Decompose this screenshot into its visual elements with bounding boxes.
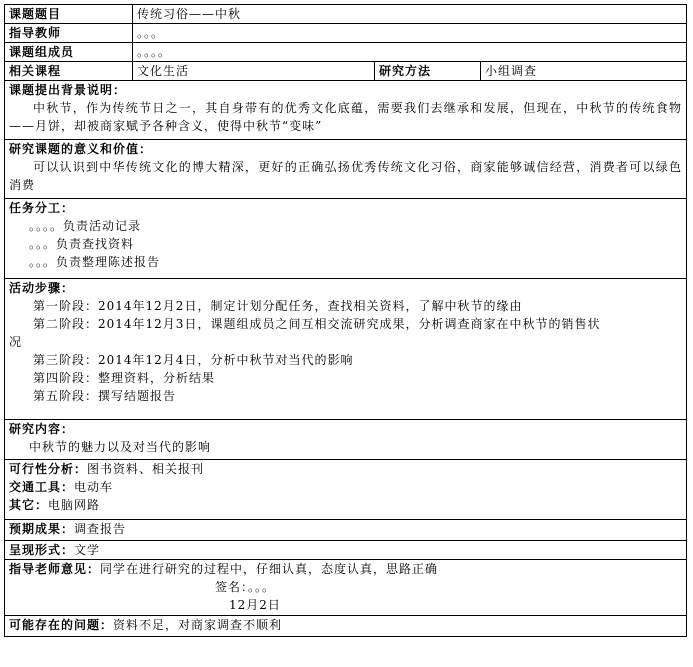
background-label: 课题提出背景说明： (9, 83, 127, 97)
expected-label: 预期成果： (9, 522, 75, 536)
method-value: 小组调查 (481, 62, 687, 81)
background-cell (5, 81, 687, 140)
step-item: 第五阶段：撰写结题报告 (33, 389, 177, 403)
task-item: 。。。负责整理陈述报告 (29, 255, 161, 269)
step-item: 第四阶段：整理资料，分析结果 (33, 371, 216, 385)
transport-line (9, 478, 682, 496)
problems-label: 可能存在的问题： (9, 618, 114, 632)
step-item: 第一阶段：2014年12月2日，制定计划分配任务，查找相关资料，了解中秋节的缘由 (33, 299, 523, 313)
transport-value: 电动车 (74, 480, 114, 494)
course-value: 文化生活 (133, 62, 375, 81)
step-item: 第三阶段：2014年12月4日，分析中秋节对当代的影响 (33, 353, 354, 367)
step-item: 第二阶段：2014年12月3日，课题组成员之间互相交流研究成果，分析调查商家在中秋节的销售状 (33, 317, 601, 331)
form-value: 文学 (74, 543, 101, 557)
proposal-document (4, 4, 686, 637)
advisor-signature: 签名：。。。 (215, 580, 276, 594)
background-text: 中秋节，作为传统节日之一，其自身带有的优秀文化底蕴，需要我们去继承和发展，但现在，中秋节的传统食物——月饼，却被商家赋予各种含义，使得中秋节“变味” (9, 101, 682, 133)
row-problems (5, 616, 687, 637)
feasibility-value: 图书资料、相关报刊 (87, 462, 205, 476)
row-members (5, 43, 687, 62)
other-value: 电脑网路 (48, 498, 101, 512)
row-advisor-opinion (5, 560, 687, 616)
advisor-opinion-value: 同学在进行研究的过程中，仔细认真，态度认真，思路正确 (100, 562, 439, 576)
expected-cell (5, 520, 687, 541)
content-text: 中秋节的魅力以及对当代的影响 (29, 440, 212, 454)
row-tasks (5, 199, 687, 279)
advisor-opinion-line (9, 560, 682, 578)
significance-cell (5, 140, 687, 199)
form-cell (5, 541, 687, 560)
significance-label: 研究课题的意义和价值： (9, 142, 153, 156)
topic-value: 传统习俗——中秋 (133, 5, 687, 24)
expected-value: 调查报告 (74, 522, 127, 536)
advisor-opinion-label: 指导老师意见： (9, 562, 101, 576)
row-significance (5, 140, 687, 199)
form-label: 呈现形式： (9, 543, 75, 557)
row-form (5, 541, 687, 560)
task-item: 。。。负责查找资料 (29, 237, 135, 251)
row-topic (5, 5, 687, 24)
feasibility-cell (5, 460, 687, 520)
members-label: 课题组成员 (5, 43, 133, 62)
problems-value: 资料不足，对商家调查不顺利 (113, 618, 283, 632)
advisor-opinion-cell (5, 560, 687, 616)
members-value: 。。。。 (133, 43, 687, 62)
row-expected (5, 520, 687, 541)
row-content (5, 420, 687, 460)
significance-text: 可以认识到中华传统文化的博大精深，更好的正确弘扬优秀传统文化习俗，商家能够诚信经营，消费者可以绿色消费 (9, 160, 682, 192)
advisor-label: 指导教师 (5, 24, 133, 43)
feasibility-label: 可行性分析： (9, 462, 88, 476)
transport-label: 交通工具： (9, 480, 75, 494)
row-feasibility (5, 460, 687, 520)
problems-cell (5, 616, 687, 637)
method-label: 研究方法 (375, 62, 481, 81)
other-line (9, 496, 682, 514)
content-cell (5, 420, 687, 460)
content-label: 研究内容： (9, 422, 75, 436)
row-advisor (5, 24, 687, 43)
advisor-date: 12月2日 (229, 598, 281, 612)
step-item-continuation: 况 (9, 335, 23, 349)
tasks-label: 任务分工： (9, 201, 75, 215)
advisor-value: 。。。 (133, 24, 687, 43)
tasks-cell (5, 199, 687, 279)
steps-cell (5, 279, 687, 420)
other-label: 其它： (9, 498, 49, 512)
proposal-form-table (4, 4, 687, 637)
row-background (5, 81, 687, 140)
topic-label: 课题题目 (5, 5, 133, 24)
task-item: 。。。。负责活动记录 (29, 219, 142, 233)
row-steps (5, 279, 687, 420)
row-course (5, 62, 687, 81)
feasibility-line (9, 460, 682, 478)
steps-label: 活动步骤： (9, 281, 75, 295)
course-label: 相关课程 (5, 62, 133, 81)
